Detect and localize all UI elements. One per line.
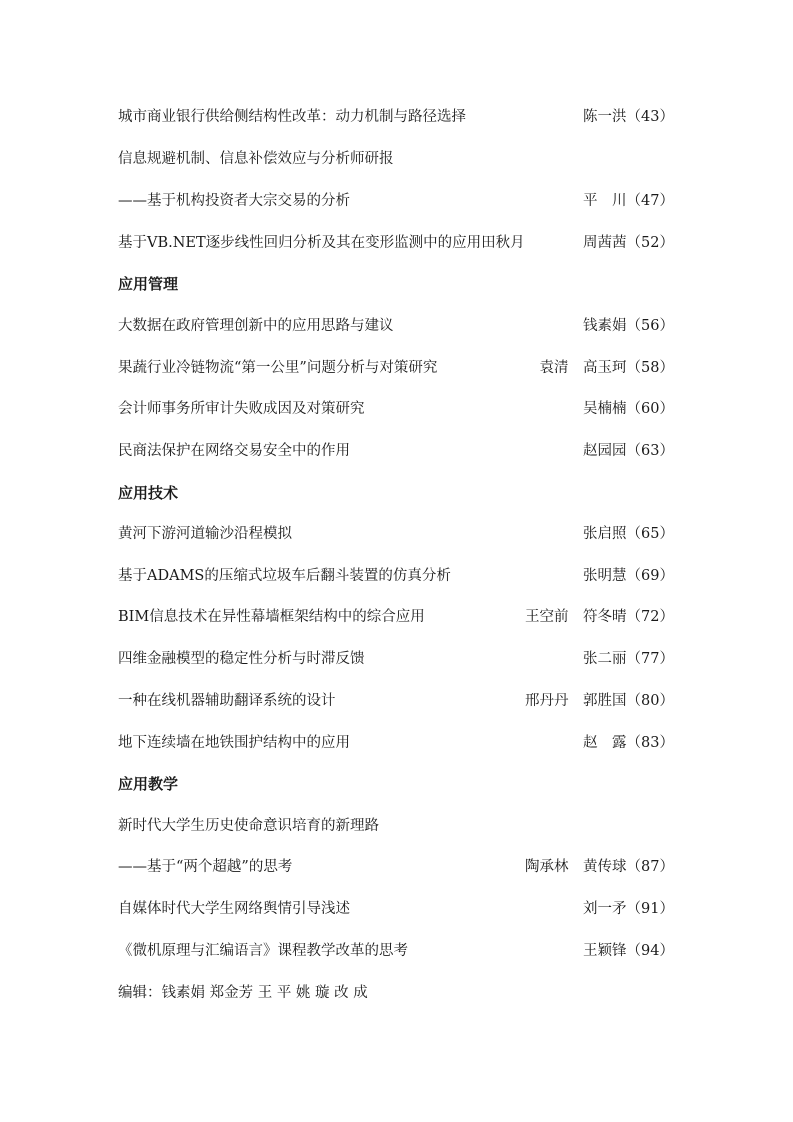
- toc-entry: [118, 897, 674, 921]
- entry-title: 城市商业银行供给侧结构性改革：动力机制与路径选择: [118, 109, 466, 125]
- editor-credits: 编辑：钱素娟 郑金芳 王 平 姚 璇 改 成: [118, 985, 368, 1001]
- toc-entry: [118, 522, 674, 546]
- entry-author: 邢丹丹 郭胜国（80）: [525, 693, 674, 709]
- entry-author: 刘一矛（91）: [583, 901, 674, 917]
- entry-title: ——基于“两个超越”的思考: [118, 859, 293, 875]
- entry-author: 张明慧（69）: [583, 568, 674, 584]
- toc-entry: [118, 189, 674, 213]
- entry-author: 吴楠楠（60）: [583, 401, 674, 417]
- entry-author: 周茜茜（52）: [583, 235, 674, 251]
- entry-author: 张启照（65）: [583, 526, 674, 542]
- entry-title: 基于VB.NET逐步线性回归分析及其在变形监测中的应用田秋月: [118, 235, 525, 251]
- entry-title: 果蔬行业冷链物流“第一公里”问题分析与对策研究: [118, 360, 438, 376]
- entry-author: 钱素娟（56）: [583, 318, 674, 334]
- toc-entry: [118, 647, 674, 671]
- entry-author: 赵 露（83）: [583, 735, 674, 751]
- entry-title: 一种在线机器辅助翻译系统的设计: [118, 693, 336, 709]
- entry-author: 王空前 符冬晴（72）: [525, 609, 674, 625]
- entry-author: 陈一洪（43）: [583, 109, 674, 125]
- entry-title: 信息规避机制、信息补偿效应与分析师研报: [118, 151, 394, 167]
- entry-author: 平 川（47）: [583, 193, 674, 209]
- toc-entry: [118, 314, 674, 338]
- toc-entry: [118, 147, 674, 171]
- toc-entry: [118, 564, 674, 588]
- toc-entry: [118, 731, 674, 755]
- entry-title: BIM信息技术在异性幕墙框架结构中的综合应用: [118, 609, 425, 625]
- toc-entry: [118, 356, 674, 380]
- entry-title: 自媒体时代大学生网络舆情引导浅述: [118, 901, 350, 917]
- toc-entry: [118, 855, 674, 879]
- entry-title: 基于ADAMS的压缩式垃圾车后翻斗装置的仿真分析: [118, 568, 451, 584]
- entry-title: 民商法保护在网络交易安全中的作用: [118, 443, 350, 459]
- section-heading: 应用技术: [118, 484, 179, 502]
- toc-entry: [118, 439, 674, 463]
- entry-author: 赵园园（63）: [583, 443, 674, 459]
- toc-entry: [118, 689, 674, 713]
- section-heading: 应用教学: [118, 775, 179, 793]
- toc-entry: [118, 605, 674, 629]
- entry-author: 陶承林 黄传球（87）: [525, 859, 674, 875]
- entry-title: 四维金融模型的稳定性分析与时滞反馈: [118, 651, 365, 667]
- entry-author: 王颖锋（94）: [583, 943, 674, 959]
- entry-title: 大数据在政府管理创新中的应用思路与建议: [118, 318, 394, 334]
- toc-entry: [118, 939, 674, 963]
- toc-entry: [118, 814, 674, 838]
- section-heading: 应用管理: [118, 275, 179, 293]
- entry-title: 会计师事务所审计失败成因及对策研究: [118, 401, 365, 417]
- entry-title: ——基于机构投资者大宗交易的分析: [118, 193, 350, 209]
- entry-title: 地下连续墙在地铁围护结构中的应用: [118, 735, 350, 751]
- entry-title: 《微机原理与汇编语言》课程教学改革的思考: [118, 943, 408, 959]
- entry-title: 新时代大学生历史使命意识培育的新理路: [118, 818, 379, 834]
- toc-entry: [118, 231, 674, 255]
- entry-title: 黄河下游河道输沙沿程模拟: [118, 526, 292, 542]
- entry-author: 袁清 高玉珂（58）: [539, 360, 674, 376]
- toc-entry: [118, 397, 674, 421]
- toc-entry: [118, 105, 674, 129]
- entry-author: 张二丽（77）: [583, 651, 674, 667]
